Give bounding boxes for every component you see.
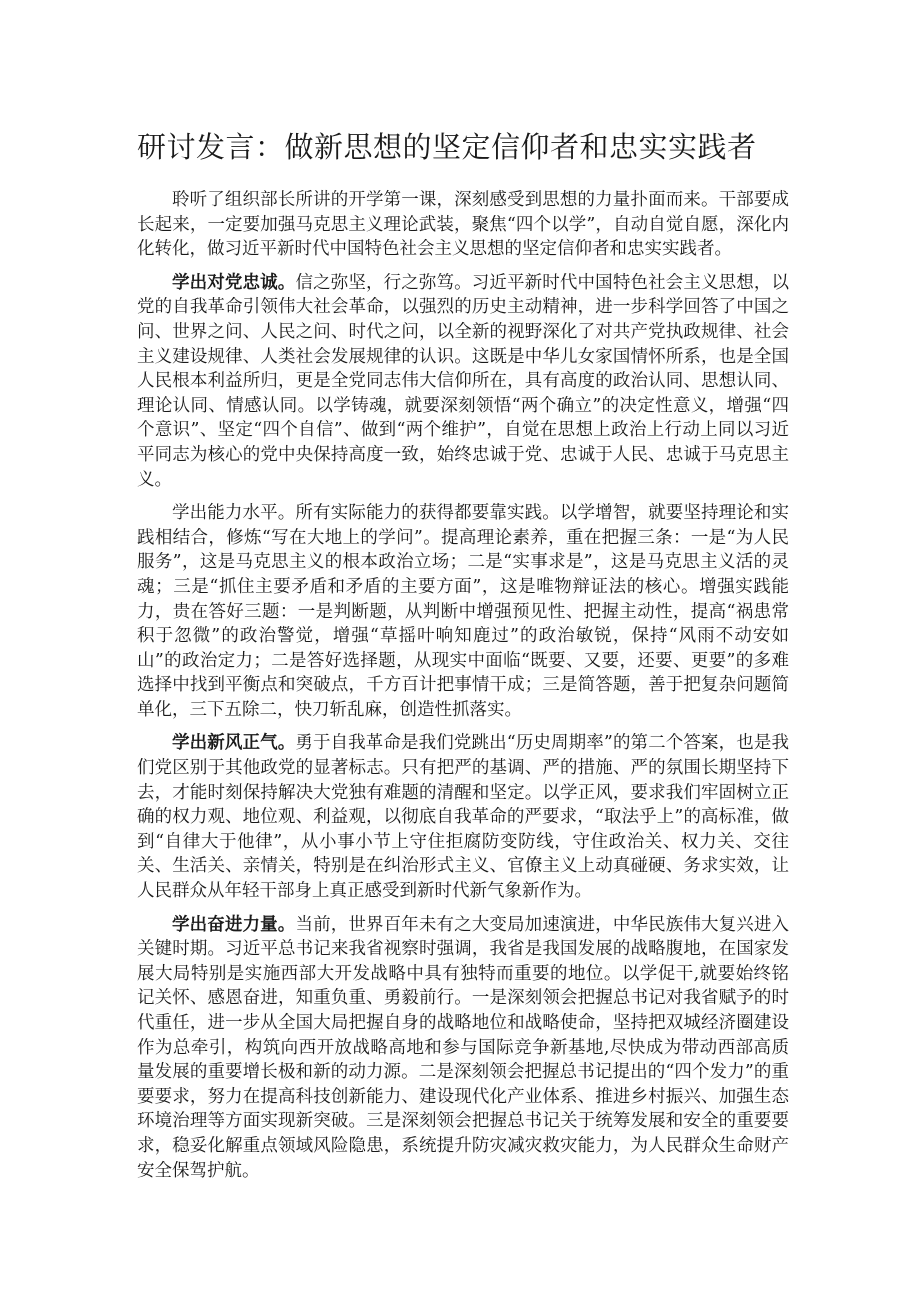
paragraph-strength [137,913,789,1184]
paragraph-lead: 学出对党忠诚。 [172,272,296,293]
paragraph-new-style [137,731,789,903]
paragraph-ability [137,501,789,722]
paragraph-text: 聆听了组织部长所讲的开学第一课，深刻感受到思想的力量扑面而来。干部要成长起来，一定要加强马克思主义理论武装，聚焦“四个以学”，自动自觉自愿，深化内化转化，做习近平新时代中国特色社会主义思想的坚定信仰者和忠实实践者。 [137,190,789,260]
paragraph-loyalty [137,271,789,492]
paragraph-intro [137,188,789,262]
paragraph-text: 信之弥坚，行之弥笃。习近平新时代中国特色社会主义思想，以党的自我革命引领伟大社会革命，以强烈的历史主动精神，进一步科学回答了中国之问、世界之问、人民之问、时代之问，以全新的视野深化了对共产党执政规律、社会主义建设规律、人类社会发展规律的认识。这既是中华儿女家国情怀所系，也是全国人民根本利益所归，更是全党同志伟大信仰所在，具有高度的政治认同、思想认同、理论认同、情感认同。以学铸魂，就要深刻领悟“两个确立”的决定性意义，增强“四个意识”、坚定“四个自信”、做到“两个维护”，自觉在思想上政治上行动上同以习近平同志为核心的党中央保持高度一致，始终忠诚于党、忠诚于人民、忠诚于马克思主义。 [137,272,790,490]
paragraph-text: 勇于自我革命是我们党跳出“历史周期率”的第二个答案，也是我们党区别于其他政党的显著标志。只有把严的基调、严的措施、严的氛围长期坚持下去，才能时刻保持解决大党独有难题的清醒和坚定。以学正风，要求我们牢固树立正确的权力观、地位观、利益观，以彻底自我革命的严要求，“取法乎上”的高标准，做到“自律大于他律”，从小事小节上守住拒腐防变防线，守住政治关、权力关、交往关、生活关、亲情关，特别是在纠治形式主义、官僚主义上动真碰硬、务求实效，让人民群众从年轻干部身上真正感受到新时代新气象新作为。 [137,733,789,902]
document-page [137,128,789,1192]
paragraph-text: 学出能力水平。所有实际能力的获得都要靠实践。以学增智，就要坚持理论和实践相结合，修炼“写在大地上的学问”。提高理论素养，重在把握三条：一是“为人民服务”，这是马克思主义的根本政治立场；二是“实事求是”，这是马克思主义活的灵魂；三是“抓住主要矛盾和矛盾的主要方面”，这是唯物辩证法的核心。增强实践能力，贵在答好三题：一是判断题，从判断中增强预见性、把握主动性，提高“祸患常积于忽微”的政治警觉，增强“草摇叶响知鹿过”的政治敏锐，保持“风雨不动安如山”的政治定力；二是答好选择题，从现实中面临“既要、又要，还要、更要”的多难选择中找到平衡点和突破点，千方百计把事情干成；三是简答题，善于把复杂问题简单化，三下五除二，快刀斩乱麻，创造性抓落实。 [137,503,789,720]
paragraph-lead: 学出新风正气。 [172,733,296,754]
document-title: 研讨发言：做新思想的坚定信仰者和忠实实践者 [137,130,757,164]
paragraph-lead: 学出奋进力量。 [172,914,296,935]
paragraph-text: 当前，世界百年未有之大变局加速演进，中华民族伟大复兴进入关键时期。习近平总书记来我省视察时强调，我省是我国发展的战略腹地，在国家发展大局特别是实施西部大开发战略中具有独特而重要的地位。以学促干,就要始终铭记关怀、感恩奋进，知重负重、勇毅前行。一是深刻领会把握总书记对我省赋予的时代重任，进一步从全国大局把握自身的战略地位和战略使命，坚持把双城经济圈建设作为总牵引，构筑向西开放战略高地和参与国际竞争新基地,尽快成为带动西部高质量发展的重要增长极和新的动力源。二是深刻领会把握总书记提出的“四个发力”的重要要求，努力在提高科技创新能力、建设现代化产业体系、推进乡村振兴、加强生态环境治理等方面实现新突破。三是深刻领会把握总书记关于统筹发展和安全的重要要求，稳妥化解重点领域风险隐患，系统提升防灾减灾救灾能力，为人民群众生命财产安全保驾护航。 [137,914,790,1181]
